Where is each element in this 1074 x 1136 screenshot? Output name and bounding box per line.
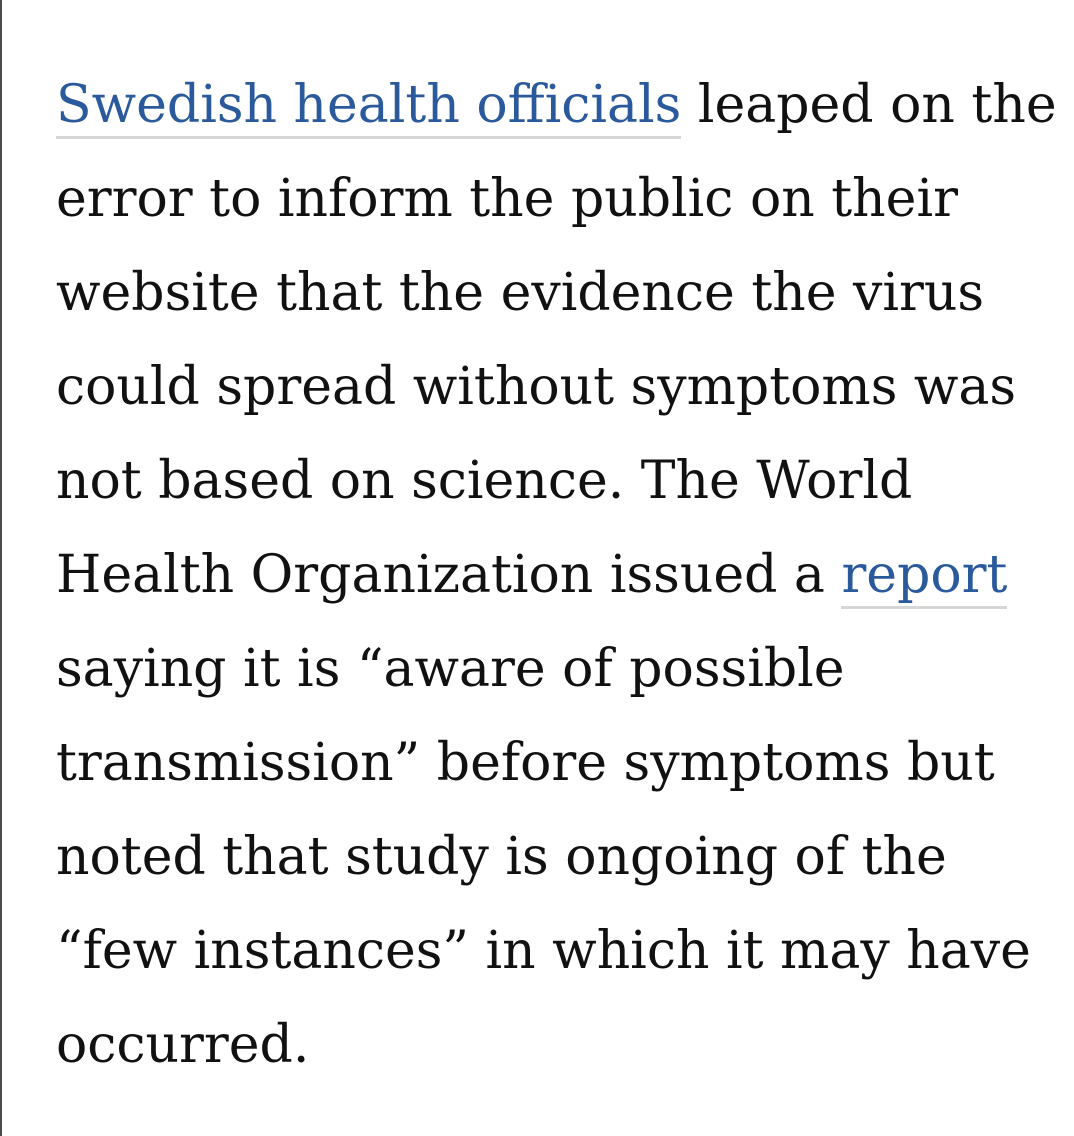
paragraph-line-7: saying it is “aware of possible xyxy=(56,639,845,699)
paragraph-line-10: “few instances” in which it may have xyxy=(56,921,1031,981)
paragraph-line-4: could spread without symptoms was xyxy=(56,357,1017,417)
paragraph-line-3: website that the evidence the virus xyxy=(56,263,985,323)
report-link[interactable]: report xyxy=(841,545,1007,609)
page-left-border xyxy=(0,0,2,1136)
paragraph-line-11: occurred. xyxy=(56,1015,310,1075)
line-1-text: leaped on the xyxy=(681,75,1057,135)
swedish-health-officials-link[interactable]: Swedish health officials xyxy=(56,75,681,139)
paragraph-line-5: not based on science. The World xyxy=(56,451,913,511)
line-6-text: Health Organization issued a xyxy=(56,545,842,605)
paragraph-line-8: transmission” before symptoms but xyxy=(56,733,995,793)
paragraph-line-6 xyxy=(56,528,1056,622)
paragraph-line-9: noted that study is ongoing of the xyxy=(56,827,947,887)
paragraph-line-1 xyxy=(56,58,1056,152)
article-paragraph xyxy=(56,58,1056,1092)
paragraph-line-2: error to inform the public on their xyxy=(56,169,958,229)
